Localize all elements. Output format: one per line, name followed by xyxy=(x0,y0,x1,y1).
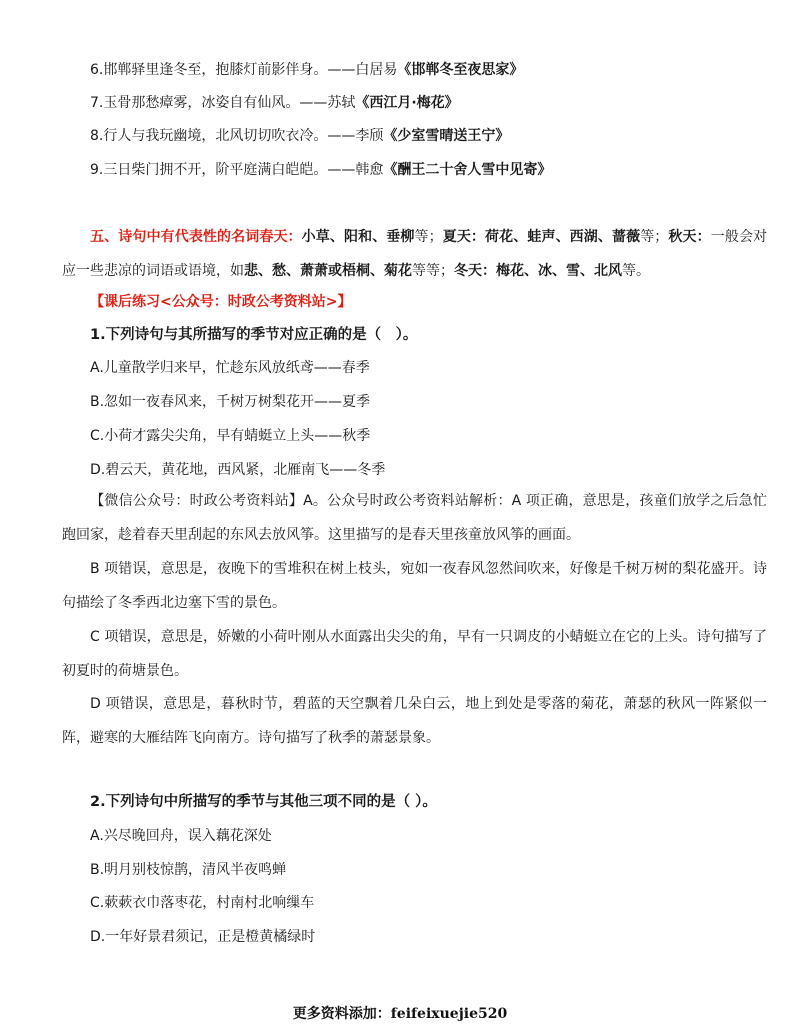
question-2-option-d: D.一年好景君须记，正是橙黄橘绿时 xyxy=(90,929,316,945)
poem-line-9: 9.三日柴门拥不开，阶平庭满白皑皑。——韩愈《酬王二十舍人雪中见寄》 xyxy=(90,162,552,178)
question-2-stem: 2.下列诗句中所描写的季节与其他三项不同的是（ ）。 xyxy=(90,794,437,810)
question-1-stem: 1.下列诗句与其所描写的季节对应正确的是（ ）。 xyxy=(90,327,418,343)
poem-line-7: 7.玉骨那愁瘴雾，冰姿自有仙风。——苏轼《西江月·梅花》 xyxy=(90,95,459,111)
question-1-option-b: B.忽如一夜春风来，千树万树梨花开——夏季 xyxy=(90,394,371,410)
question-1-option-d: D.碧云天，黄花地，西风紧，北雁南飞——冬季 xyxy=(90,462,386,478)
question-2-option-c: C.蔌蔌衣巾落枣花，村南村北响缫车 xyxy=(90,895,315,911)
poem-line-8: 8.行人与我玩幽境，北风切切吹衣冷。——李颀《少室雪晴送王宁》 xyxy=(90,128,510,144)
question-1-answer-d: D 项错误，意思是，暮秋时节，碧蓝的天空飘着几朵白云，地上到处是零落的菊花，萧瑟的秋风一阵紧似一阵，避寒的大雁结阵飞向南方。诗句描写了秋季的萧瑟景象。 xyxy=(62,696,767,746)
question-2-option-a: A.兴尽晚回舟，误入藕花深处 xyxy=(90,828,272,844)
question-1-option-a: A.儿童散学归来早，忙趁东风放纸鸢——春季 xyxy=(90,360,370,376)
footer-note: 更多资料添加：feifeixuejie520 xyxy=(292,1006,508,1022)
question-1-answer-a: 【微信公众号：时政公考资料站】A。公众号时政公考资料站解析：A 项正确，意思是，孩童们放学之后急忙跑回家，趁着春天里刮起的东风去放风筝。这里描写的是春天里孩童放风筝的画面。 xyxy=(62,493,767,543)
question-1-answer-c: C 项错误，意思是，娇嫩的小荷叶刚从水面露出尖尖的角，早有一只调皮的小蜻蜓立在它的上头。诗句描写了初夏时的荷塘景色。 xyxy=(62,629,767,679)
question-1-option-c: C.小荷才露尖尖角，早有蜻蜓立上头——秋季 xyxy=(90,428,371,444)
question-2-option-b: B.明月别枝惊鹊，清风半夜鸣蝉 xyxy=(90,862,287,878)
practice-title: 【课后练习<公众号：时政公考资料站>】 xyxy=(90,294,352,310)
poem-line-6: 6.邯郸驿里逢冬至，抱膝灯前影伴身。——白居易《邯郸冬至夜思家》 xyxy=(90,62,524,78)
question-1-answer-b: B 项错误，意思是，夜晚下的雪堆积在树上枝头，宛如一夜春风忽然间吹来，好像是千树万树的梨花盛开。诗句描绘了冬季西北边塞下雪的景色。 xyxy=(62,561,767,611)
section-five-paragraph: 五、诗句中有代表性的名词春天：小草、阳和、垂柳等；夏天：荷花、蛙声、西湖、蔷薇等；秋天：一般会对应一些悲凉的词语或语境，如悲、愁、萧萧或梧桐、菊花等等；冬天：梅花、冰、雪、北风等。 xyxy=(62,229,768,279)
